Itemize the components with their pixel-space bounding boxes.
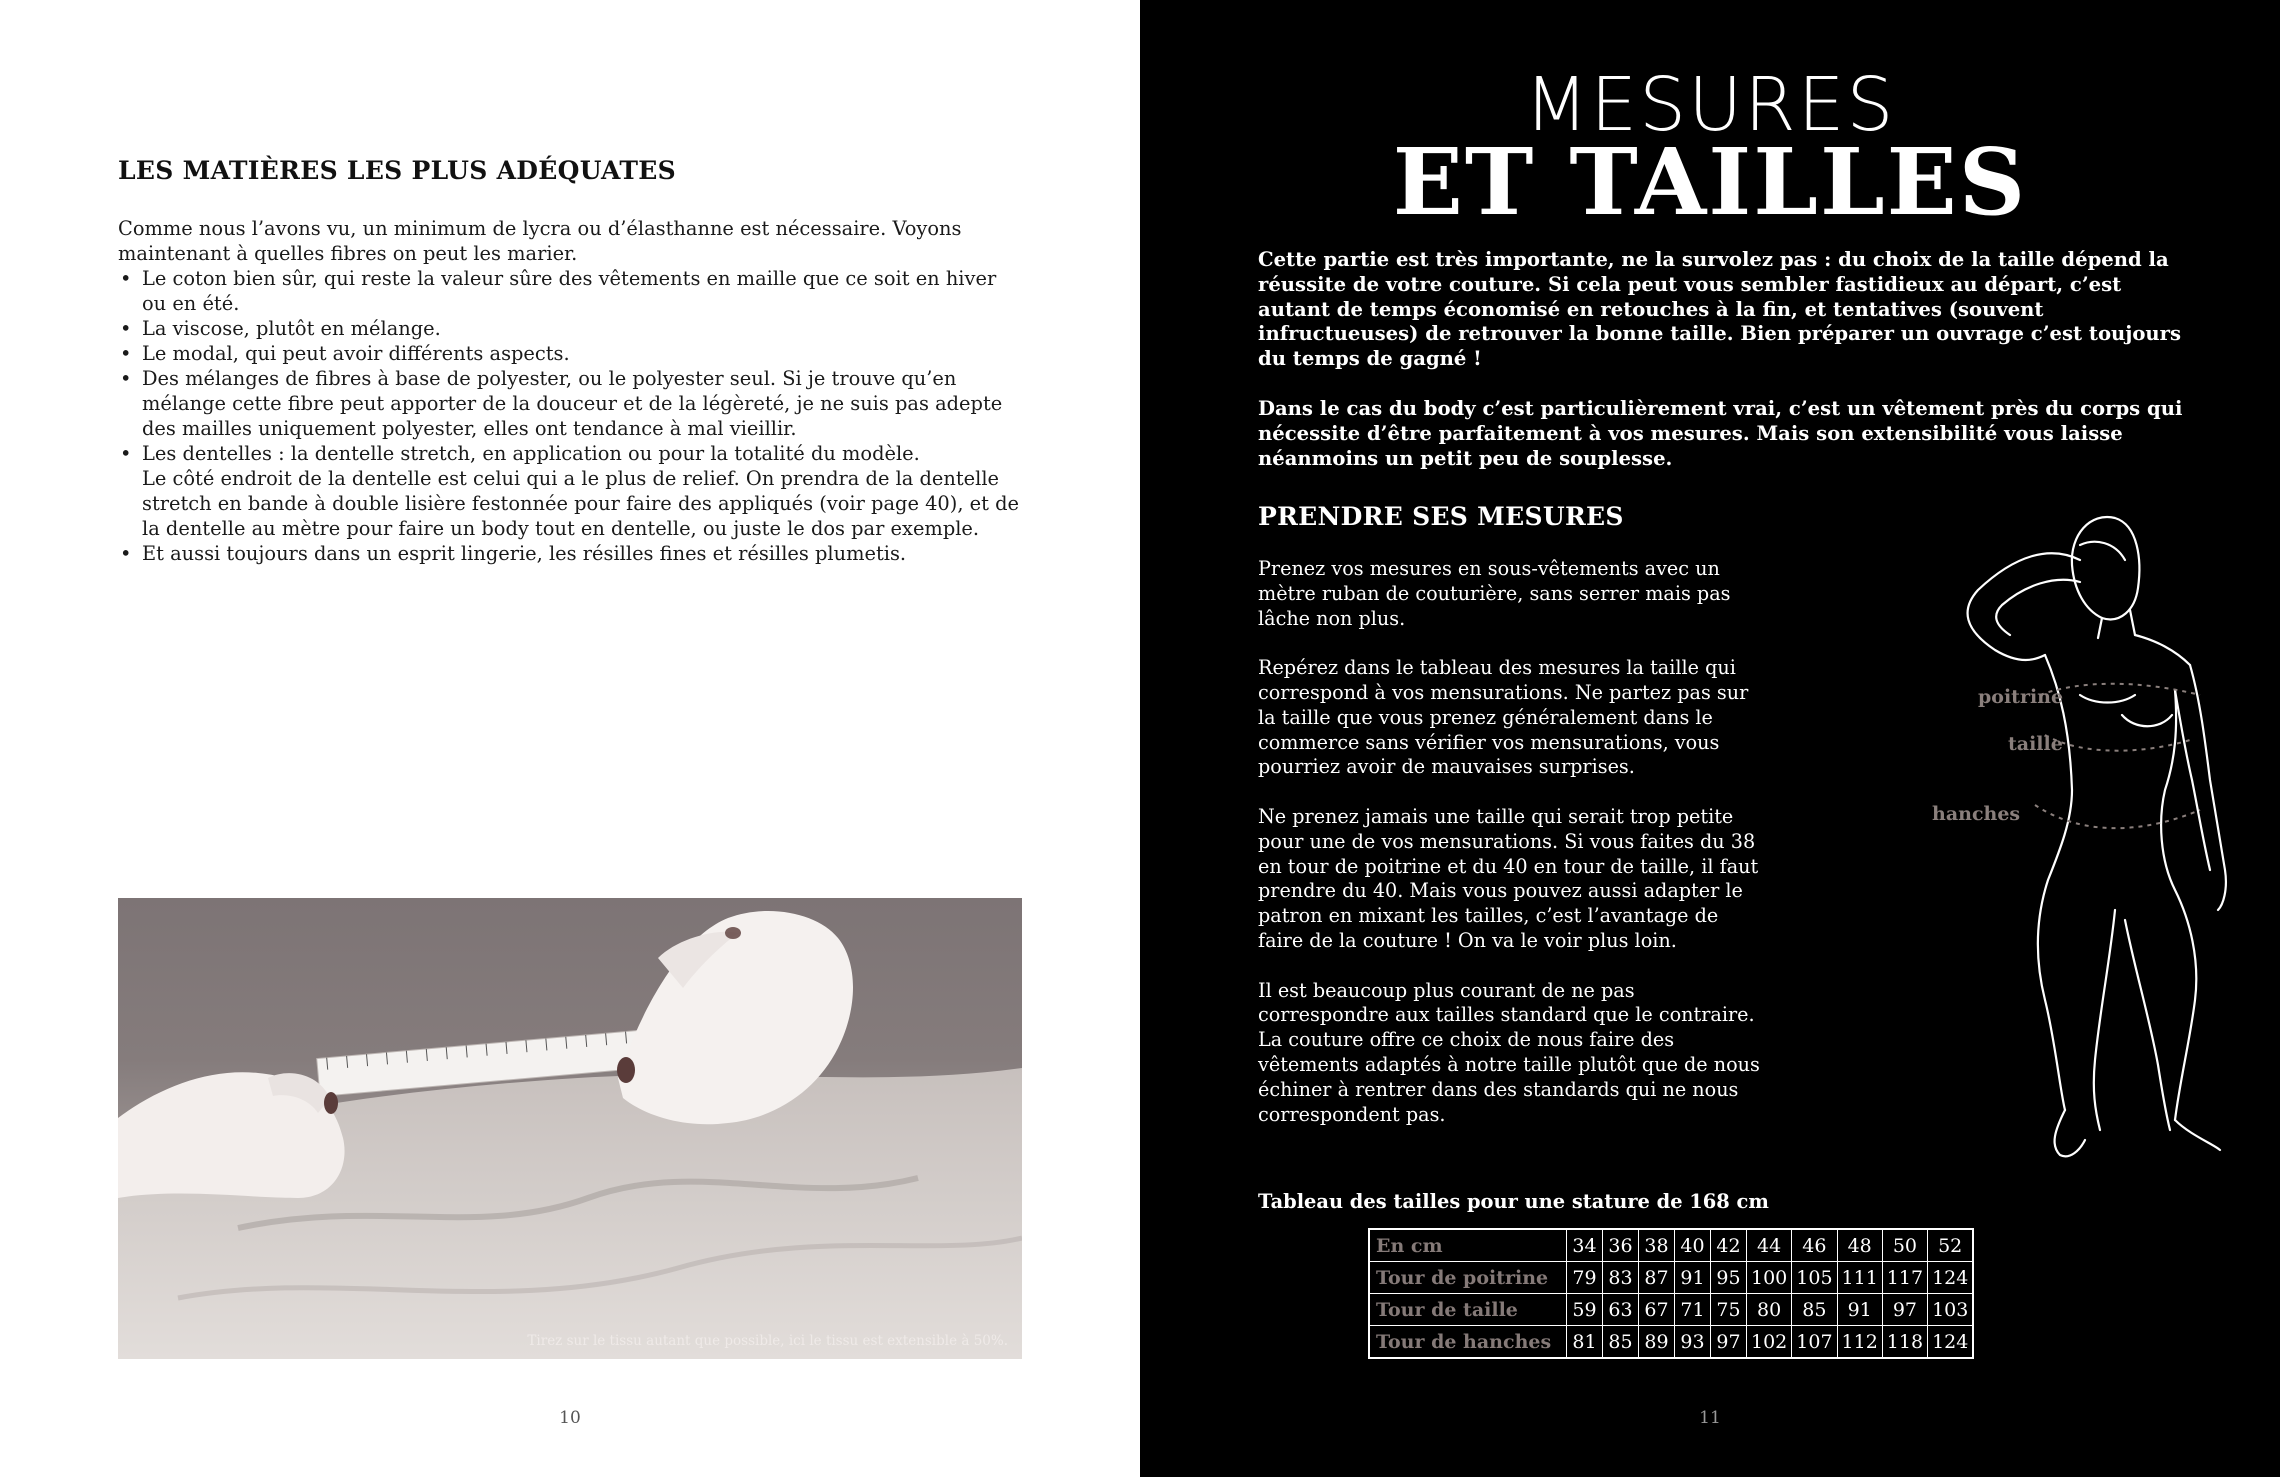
size-cell: 46 bbox=[1792, 1229, 1837, 1262]
list-item: • Et aussi toujours dans un esprit lingerie, les résilles fines et résilles plumetis. bbox=[118, 541, 1023, 566]
size-cell: 42 bbox=[1711, 1229, 1747, 1262]
table-cell: 112 bbox=[1837, 1326, 1882, 1359]
page-number-right: 11 bbox=[1699, 1408, 1721, 1428]
size-cell: 52 bbox=[1928, 1229, 1974, 1262]
table-cell: 81 bbox=[1567, 1326, 1603, 1359]
table-row bbox=[1369, 1262, 1973, 1294]
lace-paragraph: Le côté endroit de la dentelle est celui qui a le plus de relief. On prendra de la dentelle stretch en bande à double lisière festonnée pour faire des appliqués (voir page 40), et de la dentelle au mètre pour faire un body tout en dentelle, ou juste le dos par exemple. bbox=[142, 467, 1019, 540]
table-caption: Tableau des tailles pour une stature de 168 cm bbox=[1258, 1190, 1769, 1213]
table-cell: 95 bbox=[1711, 1262, 1747, 1294]
list-item: • La viscose, plutôt en mélange. bbox=[118, 316, 1023, 341]
table-cell: 124 bbox=[1928, 1262, 1974, 1294]
title-line-2: ET TAILLES bbox=[1392, 128, 2028, 236]
row-label-chest: Tour de poitrine bbox=[1369, 1262, 1567, 1294]
row-label-waist: Tour de taille bbox=[1369, 1294, 1567, 1326]
materials-body bbox=[118, 216, 1023, 566]
table-cell: 91 bbox=[1675, 1262, 1711, 1294]
materials-list bbox=[118, 266, 1023, 566]
table-cell: 83 bbox=[1603, 1262, 1639, 1294]
table-cell: 117 bbox=[1882, 1262, 1927, 1294]
intro-paragraph-1: Cette partie est très importante, ne la survolez pas : du choix de la taille dépend la réussite de votre couture. Si cela peut vous sembler fastidieux au départ, c’est autant de temps économisé en retouches à la fin, et tentatives (souvent infructueuses) de retrouver la bonne taille. Bien préparer un ouvrage c’est toujours du temps de gagné ! bbox=[1258, 248, 2182, 371]
lace-bullet-text: Les dentelles : la dentelle stretch, en application ou pour la totalité du modèle. bbox=[142, 442, 920, 465]
size-cell: 40 bbox=[1675, 1229, 1711, 1262]
body-paragraph: Il est beaucoup plus courant de ne pas correspondre aux tailles standard que le contraire. La couture offre ce choix de nous faire des vêtements adaptés à notre taille plutôt que de nous échiner à rentrer dans des standards qui ne nous correspondent pas. bbox=[1258, 978, 1760, 1126]
table-cell: 111 bbox=[1837, 1262, 1882, 1294]
waist-label: taille bbox=[2008, 733, 2063, 755]
body-paragraph: Ne prenez jamais une taille qui serait trop petite pour une de vos mensurations. Si vous faites du 38 en tour de poitrine et du 40 en tour de taille, il faut prendre du 40. Mais vous pouvez aussi adapter le patron en mixant les tailles, c’est l’avantage de faire de la couture ! On va le voir plus loin. bbox=[1258, 804, 1759, 952]
table-cell: 97 bbox=[1882, 1294, 1927, 1326]
table-cell: 67 bbox=[1639, 1294, 1675, 1326]
table-row bbox=[1369, 1294, 1973, 1326]
table-cell: 124 bbox=[1928, 1326, 1974, 1359]
size-cell: 34 bbox=[1567, 1229, 1603, 1262]
intro-paragraph-2: Dans le cas du body c’est particulièrement vrai, c’est un vêtement près du corps qui nécessite d’être parfaitement à vos mesures. Mais son extensibilité vous laisse néanmoins un petit peu de souplesse. bbox=[1258, 396, 2183, 470]
size-table bbox=[1368, 1228, 1974, 1359]
table-cell: 107 bbox=[1792, 1326, 1837, 1359]
table-cell: 102 bbox=[1747, 1326, 1792, 1359]
table-cell: 89 bbox=[1639, 1326, 1675, 1359]
fabric-measuring-photo bbox=[118, 898, 1022, 1359]
table-cell: 100 bbox=[1747, 1262, 1792, 1294]
body-figure bbox=[1780, 490, 2270, 1170]
chest-label: poitrine bbox=[1978, 686, 2064, 708]
list-item-lace bbox=[118, 441, 1023, 541]
hands-ruler-illustration bbox=[118, 898, 1022, 1359]
table-cell: 105 bbox=[1792, 1262, 1837, 1294]
table-cell: 71 bbox=[1675, 1294, 1711, 1326]
table-row bbox=[1369, 1326, 1973, 1359]
size-cell: 36 bbox=[1603, 1229, 1639, 1262]
table-cell: 75 bbox=[1711, 1294, 1747, 1326]
materials-heading: LES MATIÈRES LES PLUS ADÉQUATES bbox=[118, 156, 676, 185]
table-cell: 118 bbox=[1882, 1326, 1927, 1359]
hips-label: hanches bbox=[1932, 803, 2021, 825]
photo-caption: Tirez sur le tissu autant que possible, ici le tissu est extensible à 50%. bbox=[527, 1333, 1008, 1349]
table-cell: 85 bbox=[1603, 1326, 1639, 1359]
page-number-left: 10 bbox=[559, 1408, 581, 1428]
table-cell: 80 bbox=[1747, 1294, 1792, 1326]
table-cell: 93 bbox=[1675, 1326, 1711, 1359]
title-line-1: MESURES bbox=[1524, 62, 1896, 148]
materials-intro: Comme nous l’avons vu, un minimum de lycra ou d’élasthanne est nécessaire. Voyons maintenant à quelles fibres on peut les marier. bbox=[118, 217, 962, 265]
measurements-body bbox=[1258, 557, 1768, 1152]
intro-block bbox=[1258, 248, 2188, 471]
table-cell: 103 bbox=[1928, 1294, 1974, 1326]
table-cell: 87 bbox=[1639, 1262, 1675, 1294]
table-cell: 85 bbox=[1792, 1294, 1837, 1326]
table-cell: 79 bbox=[1567, 1262, 1603, 1294]
body-paragraph: Prenez vos mesures en sous-vêtements avec un mètre ruban de couturière, sans serrer mais pas lâche non plus. bbox=[1258, 557, 1731, 630]
measurements-heading: PRENDRE SES MESURES bbox=[1258, 502, 1624, 531]
table-cell: 91 bbox=[1837, 1294, 1882, 1326]
table-cell: 97 bbox=[1711, 1326, 1747, 1359]
size-cell: 38 bbox=[1639, 1229, 1675, 1262]
size-cell: 48 bbox=[1837, 1229, 1882, 1262]
table-cell: 63 bbox=[1603, 1294, 1639, 1326]
table-cell: 59 bbox=[1567, 1294, 1603, 1326]
right-page bbox=[1140, 0, 2280, 1477]
body-paragraph: Repérez dans le tableau des mesures la taille qui correspond à vos mensurations. Ne partez pas sur la taille que vous prenez généralement dans le commerce sans vérifier vos mensurations, vous pourriez avoir de mauvaises surprises. bbox=[1258, 656, 1749, 779]
list-item: • Le coton bien sûr, qui reste la valeur sûre des vêtements en maille que ce soit en hiver ou en été. bbox=[118, 266, 1023, 316]
table-row bbox=[1369, 1229, 1973, 1262]
size-cell: 50 bbox=[1882, 1229, 1927, 1262]
size-cell: 44 bbox=[1747, 1229, 1792, 1262]
body-outline-illustration bbox=[1780, 490, 2270, 1170]
list-item: • Des mélanges de fibres à base de polyester, ou le polyester seul. Si je trouve qu’en mélange cette fibre peut apporter de la douceur et de la légèreté, je ne suis pas adepte des mailles uniquement polyester, elles ont tendance à mal vieillir. bbox=[118, 366, 1023, 441]
list-item: • Le modal, qui peut avoir différents aspects. bbox=[118, 341, 1023, 366]
row-label-hips: Tour de hanches bbox=[1369, 1326, 1567, 1359]
table-header-label: En cm bbox=[1369, 1229, 1567, 1262]
